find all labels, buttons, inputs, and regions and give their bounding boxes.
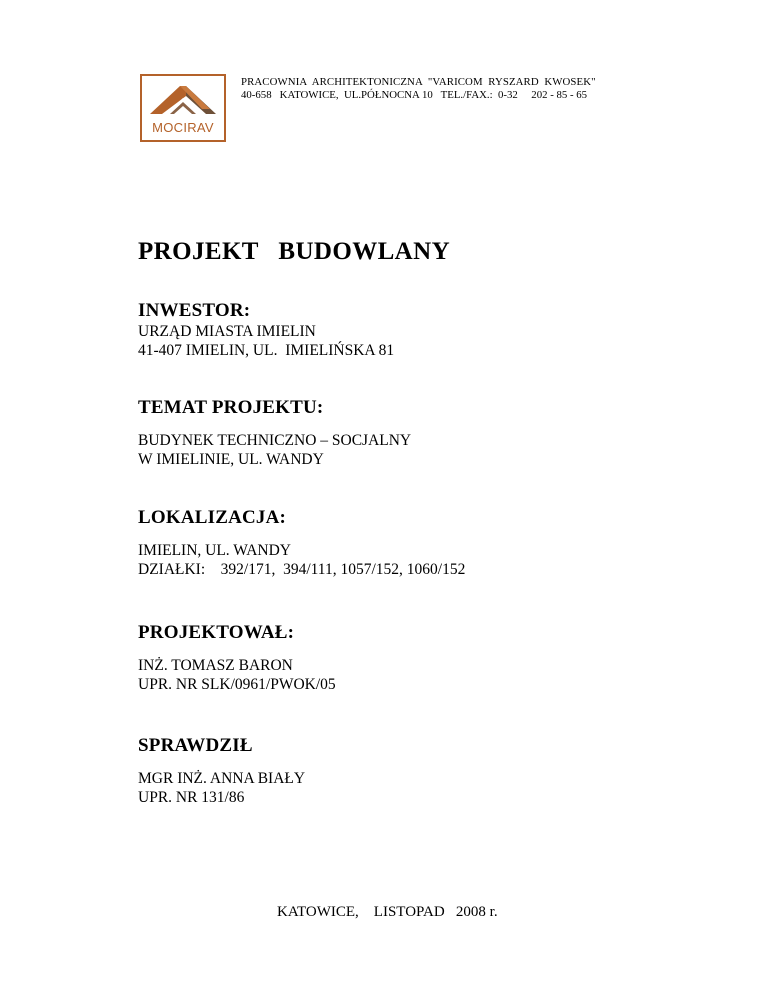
logo-text: MOCIRAV bbox=[152, 120, 214, 135]
document-title: PROJEKT BUDOWLANY bbox=[138, 238, 451, 265]
temat-line2: W IMIELINIE, UL. WANDY bbox=[138, 451, 324, 468]
lokalizacja-line2: DZIAŁKI: 392/171, 394/111, 1057/152, 1060/152 bbox=[138, 561, 466, 578]
temat-heading: TEMAT PROJEKTU: bbox=[138, 397, 324, 418]
section-projektowal bbox=[138, 622, 336, 694]
footer-place-date: KATOWICE, LISTOPAD 2008 r. bbox=[277, 904, 498, 920]
header-company-name: PRACOWNIA ARCHITEKTONICZNA "VARICOM RYSZARD KWOSEK" bbox=[241, 76, 596, 88]
projektowal-line2: UPR. NR SLK/0961/PWOK/05 bbox=[138, 676, 336, 693]
temat-line1: BUDYNEK TECHNICZNO – SOCJALNY bbox=[138, 432, 412, 449]
section-sprawdzil bbox=[138, 735, 305, 807]
section-inwestor bbox=[138, 300, 394, 360]
section-temat bbox=[138, 397, 411, 469]
company-logo bbox=[140, 74, 226, 142]
projektowal-line1: INŻ. TOMASZ BARON bbox=[138, 657, 293, 674]
projektowal-heading: PROJEKTOWAŁ: bbox=[138, 622, 295, 643]
inwestor-heading: INWESTOR: bbox=[138, 300, 251, 321]
sprawdzil-line1: MGR INŻ. ANNA BIAŁY bbox=[138, 770, 306, 787]
lokalizacja-heading: LOKALIZACJA: bbox=[138, 507, 287, 528]
sprawdzil-line2: UPR. NR 131/86 bbox=[138, 789, 245, 806]
sprawdzil-heading: SPRAWDZIŁ bbox=[138, 735, 253, 756]
inwestor-line1: URZĄD MIASTA IMIELIN bbox=[138, 323, 316, 340]
lokalizacja-line1: IMIELIN, UL. WANDY bbox=[138, 542, 291, 559]
inwestor-line2: 41-407 IMIELIN, UL. IMIELIŃSKA 81 bbox=[138, 342, 395, 359]
header-address: 40-658 KATOWICE, UL.PÓŁNOCNA 10 TEL./FAX.: 0-32 202 - 85 - 65 bbox=[241, 89, 588, 101]
section-lokalizacja bbox=[138, 507, 465, 579]
